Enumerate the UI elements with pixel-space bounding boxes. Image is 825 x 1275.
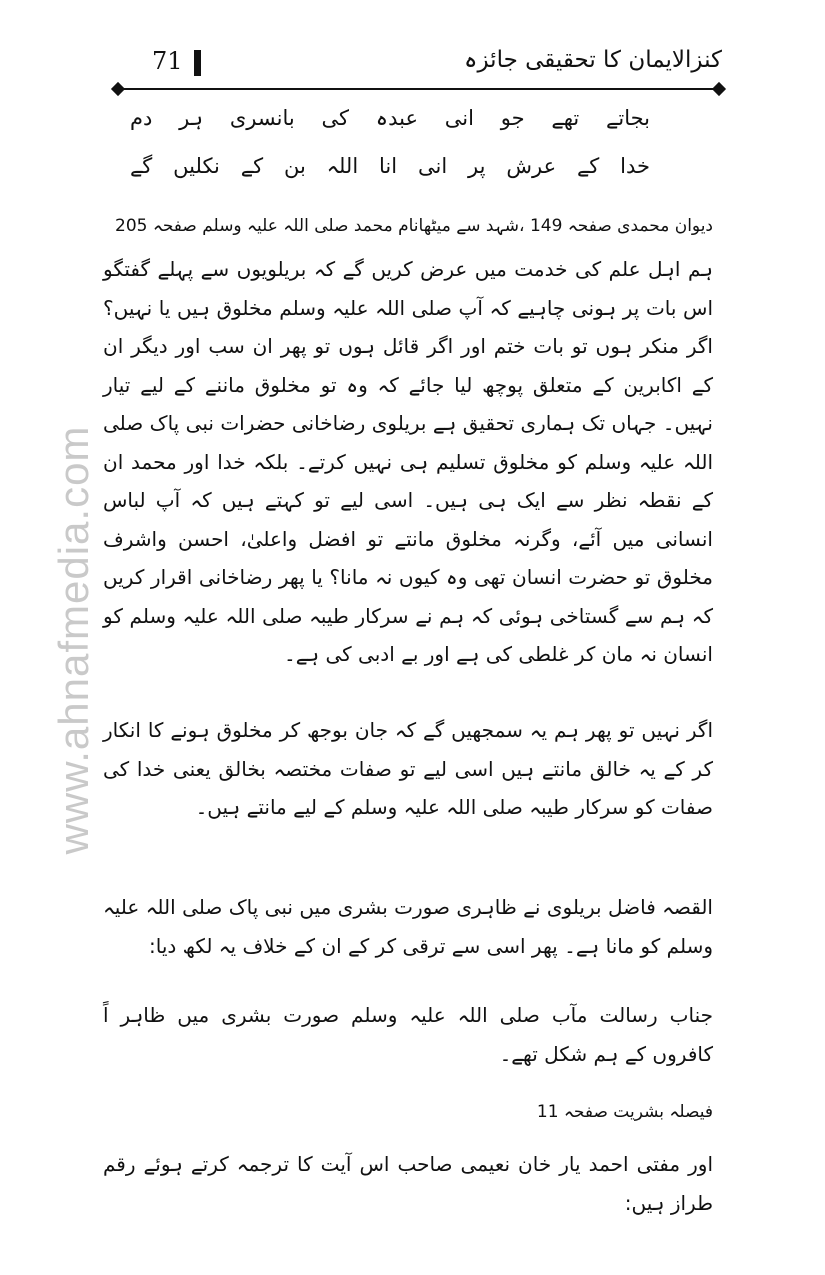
header-rule: [118, 88, 718, 90]
page-number-bar: [194, 50, 201, 76]
paragraph-3: القصہ فاضل بریلوی نے ظاہری صورت بشری میں نبی پاک صلی اللہ علیہ وسلم کو مانا ہے۔ پھر اسی سے ترقی کر کے ان کے خلاف یہ لکھ دیا:: [103, 895, 713, 958]
watermark: www.ahnafmedia.com: [50, 425, 97, 855]
reference-faisla-bashariyat: فیصلہ بشریت صفحہ 11: [536, 1102, 713, 1122]
paragraph-2: اگر نہیں تو پھر ہم یہ سمجھیں گے کہ جان بوجھ کر مخلوق ہونے کا انکار کر کے یہ خالق مانتے ہیں اسی لیے تو صفات مختصہ بخالق یعنی خدا کی صفات کو سرکار طیبہ صلی اللہ علیہ وسلم کے لیے مانتے ہیں۔: [103, 718, 713, 819]
paragraph-4-quote: جناب رسالت مآب صلی اللہ علیہ وسلم صورت بشری میں ظاہر اً کافروں کے ہم شکل تھے۔: [103, 1003, 713, 1066]
verse-line-1: بجاتے تھے جو انی عبدہ کی بانسری ہر دم: [130, 106, 650, 130]
paragraph-1: ہم اہل علم کی خدمت میں عرض کریں گے کہ بریلویوں سے پہلے گفتگو اس بات پر ہونی چاہیے کہ آپ صلی اللہ علیہ وسلم مخلوق ہیں یا نہیں؟ اگر منکر ہوں تو بات ختم اور اگر قائل ہوں تو پھر ان سب اور دیگر ان کے اکابرین کے متعلق پوچھ لیا جائے کہ وہ تو مخلوق ماننے کے لیے تیار نہیں۔ جہاں تک ہماری تحقیق ہے بریلوی رضاخانی حضرات نبی پاک صلی اللہ علیہ وسلم کو مخلوق تسلیم ہی نہیں کرتے۔ بلکہ خدا اور محمد ان کے نقطہ نظر سے ایک ہی ہیں۔ اسی لیے تو کہتے ہیں کہ آپ لباس انسانی میں آئے، وگرنہ مخلوق مانتے تو افضل واعلیٰ، احسن واشرف مخلوق تو حضرت انسان تھی وہ کیوں نہ مانا؟ یا پھر رضاخانی اقرار کریں کہ ہم سے گستاخی ہوئی کہ ہم نے سرکار طیبہ صلی اللہ علیہ وسلم کو انسان نہ مان کر غلطی کی ہے اور بے ادبی کی ہے۔: [103, 257, 713, 666]
book-title: کنزالایمان کا تحقیقی جائزہ: [464, 47, 722, 73]
page-number: 71: [152, 47, 183, 75]
verse-line-2: خدا کے عرش پر انی انا اللہ بن کے نکلیں گے: [130, 154, 650, 178]
reference-diwan: دیوان محمدی صفحہ 149 ،شہد سے میٹھانام محمد صلی اللہ علیہ وسلم صفحہ 205: [115, 216, 713, 236]
paragraph-5: اور مفتی احمد یار خان نعیمی صاحب اس آیت کا ترجمہ کرتے ہوئے رقم طراز ہیں:: [103, 1152, 713, 1215]
page-header: [112, 40, 722, 88]
